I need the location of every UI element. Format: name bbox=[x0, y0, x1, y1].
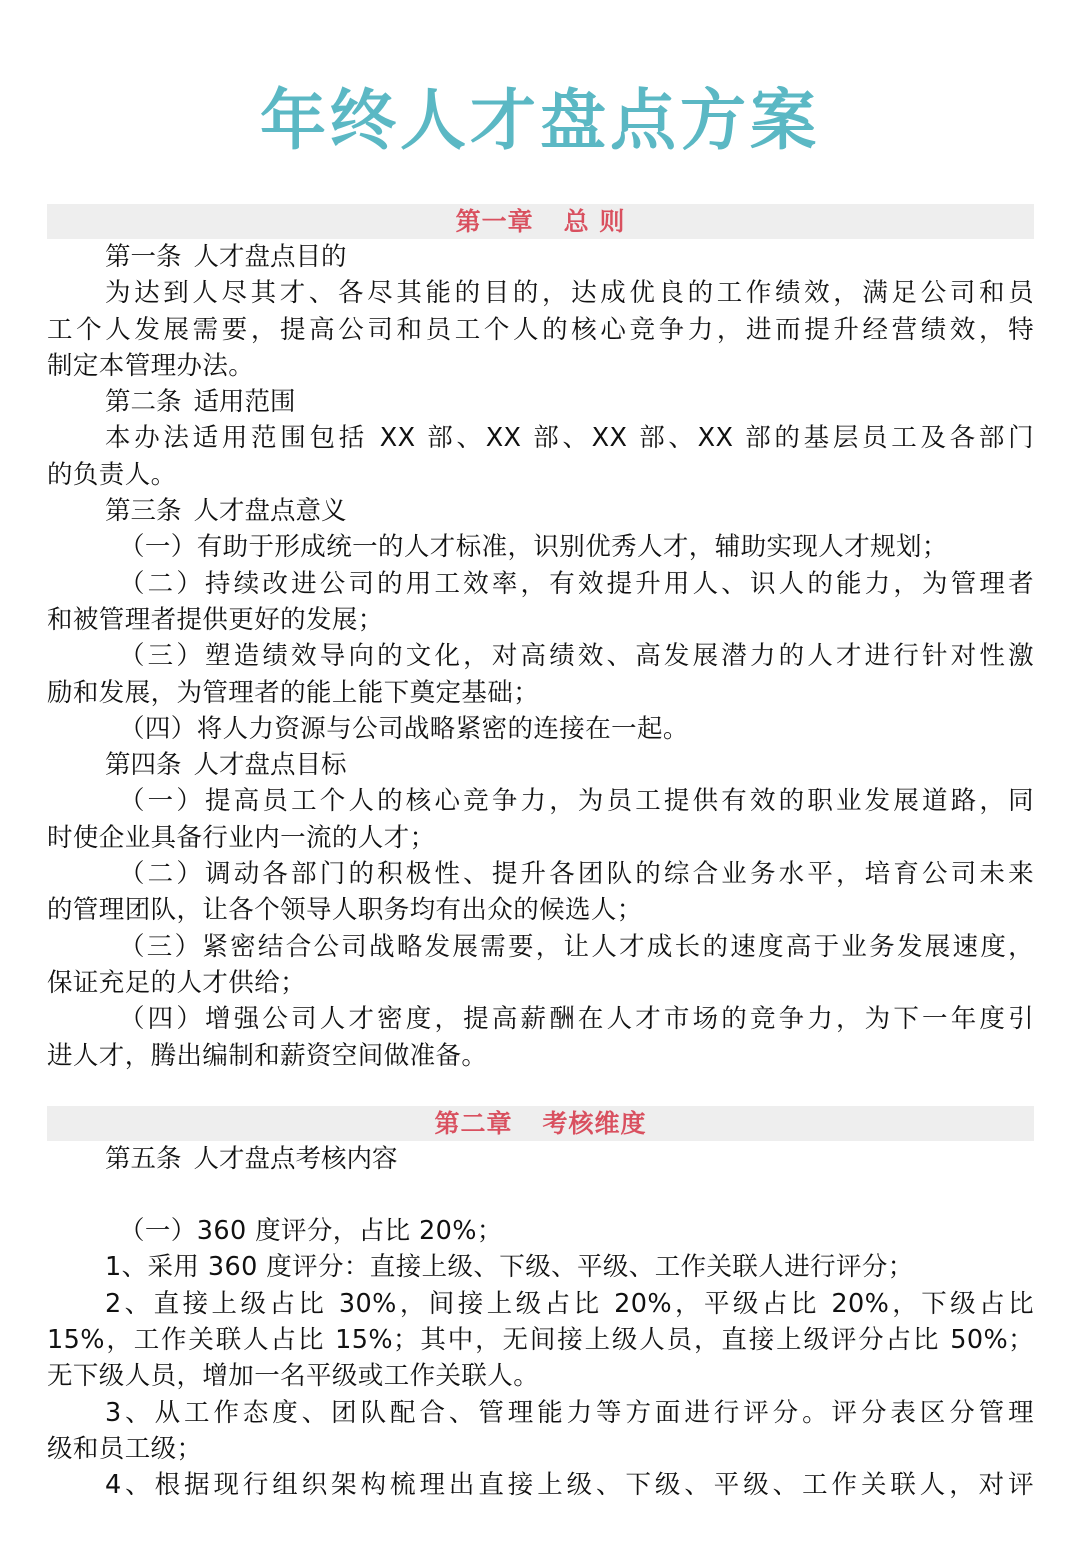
list-item-line: 保证充足的人才供给； bbox=[47, 967, 307, 998]
article-heading bbox=[47, 747, 1034, 783]
list-item-line: 进人才，腾出编制和薪资空间做准备。 bbox=[47, 1040, 488, 1071]
list-item-line: （一）360 度评分，占比 20%； bbox=[119, 1216, 503, 1247]
list-item-line: 励和发展，为管理者的能上能下奠定基础； bbox=[47, 677, 540, 708]
list-item-line: （一）提高员工个人的核心竞争力，为员工提供有效的职业发展道路，同 bbox=[119, 786, 1034, 817]
article-number: 第四条 bbox=[105, 750, 182, 781]
list-item-line: 级和员工级； bbox=[47, 1433, 203, 1464]
paragraph-line: 本办法适用范围包括 XX 部、XX 部、XX 部、XX 部的基层员工及各部门 bbox=[105, 423, 1034, 454]
article-title: 人才盘点目的 bbox=[193, 242, 347, 272]
article-title: 人才盘点意义 bbox=[193, 496, 347, 527]
blank-line bbox=[47, 1177, 1034, 1213]
paragraph-line: 的负责人。 bbox=[47, 459, 177, 490]
chapter-header bbox=[47, 204, 1034, 239]
list-item-line: （三）紧密结合公司战略发展需要，让人才成长的速度高于业务发展速度， bbox=[119, 931, 1034, 962]
paragraph-line: 制定本管理办法。 bbox=[47, 350, 255, 381]
list-item-line: 15%，工作关联人占比 15%；其中，无间接上级人员，直接上级评分占比 50%； bbox=[47, 1325, 1034, 1356]
list-item-line: 1、采用 360 度评分：直接上级、下级、平级、工作关联人进行评分； bbox=[105, 1252, 914, 1283]
chapter-number: 第一章 bbox=[455, 207, 534, 236]
list-item-line: （四）增强公司人才密度，提高薪酬在人才市场的竞争力，为下一年度引 bbox=[119, 1004, 1034, 1035]
article-title: 人才盘点目标 bbox=[193, 750, 347, 781]
document-body bbox=[47, 204, 1034, 1504]
list-item-line: （二）调动各部门的积极性、提升各团队的综合业务水平，培育公司未来 bbox=[119, 859, 1034, 890]
list-item-line: 和被管理者提供更好的发展； bbox=[47, 604, 384, 635]
section-spacer bbox=[47, 1074, 1034, 1106]
chapter-title: 总 则 bbox=[563, 207, 626, 236]
list-item-line: （四）将人力资源与公司战略紧密的连接在一起。 bbox=[119, 713, 689, 744]
paragraph-line: 为达到人尽其才、各尽其能的目的，达成优良的工作绩效，满足公司和员 bbox=[105, 278, 1034, 309]
chapter-title: 考核维度 bbox=[542, 1108, 647, 1138]
article-heading bbox=[47, 493, 1034, 529]
article-title: 人才盘点考核内容 bbox=[193, 1143, 398, 1174]
article-heading bbox=[47, 384, 1034, 420]
list-item-line: （三）塑造绩效导向的文化，对高绩效、高发展潜力的人才进行针对性激 bbox=[119, 641, 1034, 672]
chapter-number: 第二章 bbox=[434, 1108, 513, 1138]
paragraph-line: 工个人发展需要，提高公司和员工个人的核心竞争力，进而提升经营绩效，特 bbox=[47, 314, 1034, 345]
list-item-line: 时使企业具备行业内一流的人才； bbox=[47, 822, 436, 853]
article-number: 第三条 bbox=[105, 496, 182, 527]
document-title: 年终人才盘点方案 bbox=[260, 81, 820, 159]
article-heading bbox=[47, 239, 1034, 275]
list-item-line: （二）持续改进公司的用工效率，有效提升用人、识人的能力，为管理者 bbox=[119, 568, 1034, 599]
article-title: 适用范围 bbox=[193, 387, 296, 418]
article-number: 第二条 bbox=[105, 387, 182, 418]
list-item-line: 3、从工作态度、团队配合、管理能力等方面进行评分。评分表区分管理 bbox=[105, 1397, 1034, 1428]
list-item-line: 2、直接上级占比 30%，间接上级占比 20%，平级占比 20%，下级占比 bbox=[105, 1288, 1034, 1319]
list-item-line: 无下级人员，增加一名平级或工作关联人。 bbox=[47, 1361, 540, 1392]
article-heading bbox=[47, 1141, 1034, 1177]
list-item-line: 4、根据现行组织架构梳理出直接上级、下级、平级、工作关联人，对评 bbox=[105, 1470, 1034, 1501]
article-number: 第五条 bbox=[105, 1143, 182, 1174]
article-number: 第一条 bbox=[105, 242, 182, 272]
list-item-line: （一）有助于形成统一的人才标准，识别优秀人才，辅助实现人才规划； bbox=[119, 532, 948, 563]
chapter-header bbox=[47, 1106, 1034, 1141]
list-item-line: 的管理团队，让各个领导人职务均有出众的候选人； bbox=[47, 895, 643, 926]
